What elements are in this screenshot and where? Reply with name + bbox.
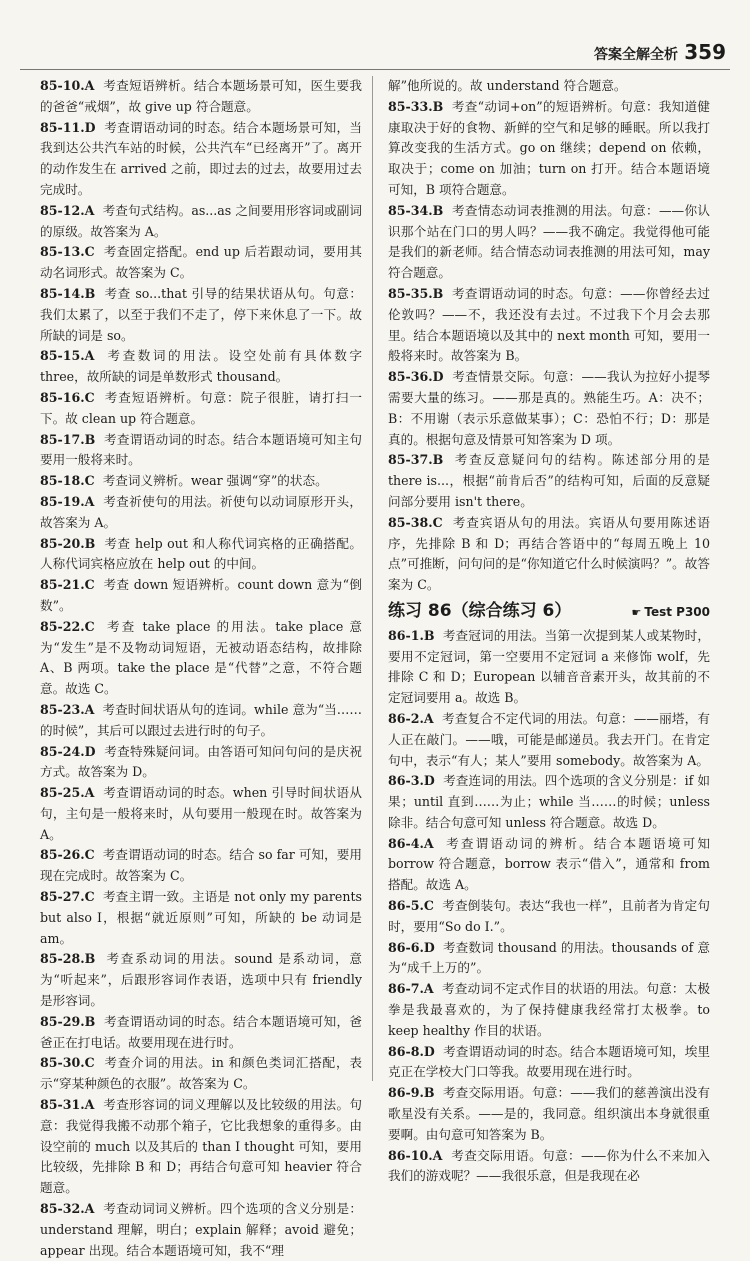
answer-text: 考查形容词的词义理解以及比较级的用法。句意：我觉得我搬不动那个箱子，它比我想象的重得多。由设空前的 much 以及其后的 than I thought 可知，要用比较级，先排除 B 和 D；再结合句意可知 heavier 符合题意。	[40, 1097, 363, 1196]
answer-entry	[388, 284, 710, 367]
answer-text: 考查反意疑问句的结构。陈述部分用的是 there is...，根据“前肯后否”的结构可知，后面的反意疑问部分要用 isn't there。	[388, 452, 710, 509]
answer-text: 考查宾语从句的用法。宾语从句要用陈述语序，先排除 B 和 D；再结合答语中的“每周五晚上 10 点”可推断，问句问的是“你知道它什么时候演吗？”。故答案为 C。	[388, 514, 710, 593]
answer-text: 考查系动词的用法。sound 是系动词，意为“听起来”，后跟形容词作表语，选项中只有 friendly 是形容词。	[40, 951, 362, 1009]
answer-label: 85-11.D	[40, 119, 96, 135]
answer-text: 考查谓语动词的时态。结合本题语境可知主句要用一般将来时。	[40, 431, 362, 468]
answer-label: 85-33.B	[388, 98, 444, 114]
answer-label: 85-15.A	[40, 348, 95, 364]
answer-text: 考查谓语动词的时态。结合本题场景可知，当我到达公共汽车站的时候，公共汽车“已经离开”了。离开的动作发生在 arrived 之前，即过去的过去，故要用过去完成时。	[40, 119, 363, 197]
answer-text: 考查复合不定代词的用法。句意：——丽塔，有人正在敲门。——哦，可能是邮递员。我去开门。在肯定句中，表示“有人；某人”要用 somebody。故答案为 A。	[388, 710, 710, 768]
answer-label: 85-10.A	[40, 78, 95, 93]
left-column	[40, 76, 363, 1258]
answer-entry	[40, 76, 362, 118]
answer-entry	[388, 367, 710, 450]
answer-text: 考查词义辨析。wear 强调“穿”的状态。	[102, 473, 328, 489]
answer-entry	[40, 284, 362, 346]
answer-label: 86-3.D	[388, 773, 435, 789]
answer-entry	[40, 1199, 362, 1261]
answer-entry	[40, 534, 362, 576]
answer-text: 考查连词的用法。四个选项的含义分别是：if 如果；until 直到……为止；while 当……的时候；unless 除非。结合句意可知 unless 符合题意。故选 D。	[388, 773, 710, 830]
answer-text: 考查谓语动词的时态。句意：——你曾经去过伦敦吗？——不，我还没有去过。不过我下个月会去那里。结合本题语境以及其中的 next month 可知，要用一般将来时。故答案为 B。	[388, 285, 710, 364]
answer-label: 85-24.D	[40, 743, 96, 759]
answer-label: 85-14.B	[40, 285, 96, 301]
answer-entry	[40, 118, 362, 201]
answer-label: 85-18.C	[40, 473, 95, 489]
answer-entry	[388, 1146, 710, 1188]
answer-entry	[40, 845, 362, 887]
answer-entry	[40, 201, 362, 243]
answer-entry	[40, 492, 362, 534]
answer-entry	[388, 450, 710, 512]
answer-entry	[388, 709, 710, 771]
answer-text: 考查谓语动词的时态。结合本题语境可知，爸爸正在打电话。故要用现在进行时。	[40, 1013, 362, 1050]
answer-entry	[40, 742, 362, 784]
answer-text: 考查时间状语从句的连词。while 意为“当……的时候”，其后可以跟过去进行时的句子。	[40, 701, 362, 738]
answer-text: 考查动词词义辨析。四个选项的含义分别是：understand 理解，明白；explain 解释；avoid 避免；appear 出现。结合本题语境可知，我不“理	[40, 1201, 363, 1258]
page-header	[20, 30, 730, 70]
answer-text: 考查情景交际。句意：——我认为拉好小提琴需要大量的练习。——那是真的。熟能生巧。A：决不；B：不用谢（表示乐意做某事）；C：恐怕不行；D：那是真的。根据句意及情景可知答案为 D 项。	[388, 369, 711, 447]
answer-label: 85-31.A	[40, 1097, 95, 1113]
answer-entry	[388, 938, 710, 980]
answer-label: 85-16.C	[40, 389, 95, 405]
answer-label: 85-29.B	[40, 1013, 96, 1029]
answer-label: 85-36.D	[388, 369, 444, 385]
answer-entry	[388, 513, 710, 596]
answer-label: 86-7.A	[388, 981, 434, 997]
test-reference	[631, 602, 710, 624]
answer-label: 86-2.A	[388, 710, 434, 726]
answer-label: 85-30.C	[40, 1055, 95, 1071]
answer-text: 考查交际用语。句意：——我们的慈善演出没有歌星没有关系。——是的，我同意。组织演出本身就很重要啊。由句意可知答案为 B。	[388, 1085, 710, 1142]
test-reference-label: Test P300	[644, 604, 710, 619]
answer-label: 85-22.C	[40, 618, 95, 634]
answer-entry	[40, 1095, 362, 1199]
answer-label: 85-35.B	[388, 285, 444, 301]
answer-entry	[388, 834, 710, 896]
answer-text: 考查 so...that 引导的结果状语从句。句意：我们太累了，以至于我们不走了，停下来休息了一下。故所缺的词是 so。	[40, 285, 362, 343]
answer-entry	[388, 1042, 710, 1084]
answer-label: 86-1.B	[388, 627, 435, 643]
answer-label: 85-27.C	[40, 889, 95, 905]
answer-text: 考查交际用语。句意：——你为什么不来加入我们的游戏呢？——我很乐意，但是我现在必	[388, 1147, 710, 1184]
answer-label: 85-26.C	[40, 847, 95, 863]
answer-text: 考查“动词+on”的短语辨析。句意：我知道健康取决于好的食物、新鲜的空气和足够的睡眠。所以我打算改变我的生活方式。go on 继续；depend on 依赖，取决于；come on 加油；turn on 打开。结合本题语境可知，B 项符合题意。	[388, 98, 710, 197]
answer-label: 86-6.D	[388, 939, 435, 955]
answer-entry	[388, 201, 710, 284]
answer-entry	[388, 626, 710, 709]
answer-text: 考查谓语动词的时态。结合本题语境可知，埃里克正在学校大门口等我。故要用现在进行时。	[388, 1043, 711, 1080]
answer-entry	[40, 1012, 362, 1054]
answer-label: 85-17.B	[40, 431, 96, 447]
answer-text: 考查动词不定式作目的状语的用法。句意：太极拳是我最喜欢的，为了保持健康我经常打太极拳。to keep healthy 作目的状语。	[388, 981, 710, 1038]
answer-label: 85-13.C	[40, 244, 95, 260]
answer-entry	[40, 430, 362, 472]
pointing-hand-icon: ☛	[631, 605, 642, 619]
answer-text: 考查数词 thousand 的用法。thousands of 意为“成千上万的”。	[388, 939, 710, 976]
answer-text: 考查谓语动词的时态。结合 so far 可知，要用现在完成时。故答案为 C。	[40, 847, 362, 884]
section-title: 练习 86（综合练习 6）	[388, 600, 572, 621]
answer-label: 86-4.A	[388, 835, 434, 851]
answer-label: 86-9.B	[388, 1085, 435, 1101]
answer-entry	[388, 979, 710, 1041]
answer-text: 考查冠词的用法。当第一次提到某人或某物时，要用不定冠词，第一空要用不定冠词 a 来修饰 wolf，先排除 C 和 D；European 以辅音音素开头，故其前的不定冠词要用 a。故选 B。	[388, 627, 710, 706]
answer-label: 86-5.C	[388, 898, 434, 914]
answer-entry	[388, 97, 710, 201]
header-title: 答案全解全析	[594, 47, 678, 63]
answer-label: 85-28.B	[40, 951, 96, 967]
answer-text: 考查数词的用法。设空处前有具体数字 three，故所缺的词是单数形式 thousand。	[40, 348, 362, 385]
column-divider	[372, 76, 373, 1081]
answer-text: 考查 help out 和人称代词宾格的正确搭配。人称代词宾格应放在 help out 的中间。	[40, 535, 362, 572]
answer-label: 85-23.A	[40, 701, 95, 717]
answer-entry	[40, 949, 362, 1011]
answer-text: 考查主谓一致。主语是 not only my parents but also I，根据“就近原则”可知，所缺的 be 动词是 am。	[40, 889, 362, 946]
answer-text: 考查祈使句的用法。祈使句以动词原形开头，故答案为 A。	[40, 493, 363, 530]
answer-text: 考查固定搭配。end up 后若跟动词，要用其动名词形式。故答案为 C。	[40, 244, 362, 281]
answer-label: 86-8.D	[388, 1043, 435, 1059]
answer-text: 考查介词的用法。in 和颜色类词汇搭配，表示“穿某种颜色的衣服”。故答案为 C。	[40, 1055, 362, 1092]
answer-label: 85-21.C	[40, 577, 95, 593]
answer-entry	[388, 896, 710, 938]
answer-entry	[40, 783, 362, 845]
continued-text: 解”他所说的。故 understand 符合题意。	[388, 78, 627, 93]
page-number: 359	[684, 40, 726, 64]
answer-entry	[40, 471, 362, 492]
answer-label: 86-10.A	[388, 1147, 443, 1163]
answer-text: 考查谓语动词的时态。when 引导时间状语从句，主句是一般将来时，从句要用一般现在时。故答案为 A。	[40, 785, 362, 842]
answer-label: 85-32.A	[40, 1201, 95, 1217]
answer-label: 85-37.B	[388, 452, 444, 468]
answer-entry	[40, 617, 362, 700]
answer-entry	[388, 1083, 710, 1145]
answer-entry	[40, 346, 362, 388]
answer-label: 85-19.A	[40, 493, 95, 509]
answer-text: 考查谓语动词的辨析。结合本题语境可知 borrow 符合题意，borrow 表示“借入”，通常和 from 搭配。故选 A。	[388, 835, 710, 893]
answer-entry	[40, 388, 362, 430]
answer-entry	[40, 700, 362, 742]
answer-text: 考查 take place 的用法。take place 意为“发生”是不及物动词短语，无被动语态结构，故排除 A、B 两项。take the place 是“代替”之意，不符合题意。故选 C。	[40, 618, 363, 697]
answer-text: 考查倒装句。表达“我也一样”，且前者为肯定句时，要用“So do I.”。	[388, 898, 710, 934]
answer-entry	[388, 771, 710, 833]
answer-text: 考查短语辨析。句意：院子很脏，请打扫一下。故 clean up 符合题意。	[40, 389, 362, 426]
answer-text: 考查情态动词表推测的用法。句意：——你认识那个站在门口的男人吗？——我不确定。我觉得他可能是我们的新老师。结合情态动词表推测的用法可知，may 符合题意。	[388, 202, 710, 281]
answer-entry	[40, 575, 362, 617]
answer-label: 85-34.B	[388, 202, 444, 218]
answer-text: 考查 down 短语辨析。count down 意为“倒数”。	[40, 577, 362, 613]
answer-entry	[40, 1053, 362, 1095]
answer-label: 85-25.A	[40, 785, 95, 801]
answer-entry	[40, 242, 362, 284]
answer-text: 考查短语辨析。结合本题场景可知，医生要我的爸爸“戒烟”，故 give up 符合题意。	[40, 78, 363, 114]
answer-label: 85-38.C	[388, 514, 443, 530]
answer-entry	[40, 887, 362, 949]
answer-text: 考查特殊疑问词。由答语可知问句问的是庆祝方式。故答案为 D。	[40, 743, 363, 780]
right-column	[388, 76, 711, 1184]
answer-label: 85-20.B	[40, 535, 96, 551]
answer-label: 85-12.A	[40, 202, 95, 218]
answer-text: 考查句式结构。as...as 之间要用形容词或副词的原级。故答案为 A。	[40, 202, 362, 239]
section-heading	[388, 601, 710, 624]
